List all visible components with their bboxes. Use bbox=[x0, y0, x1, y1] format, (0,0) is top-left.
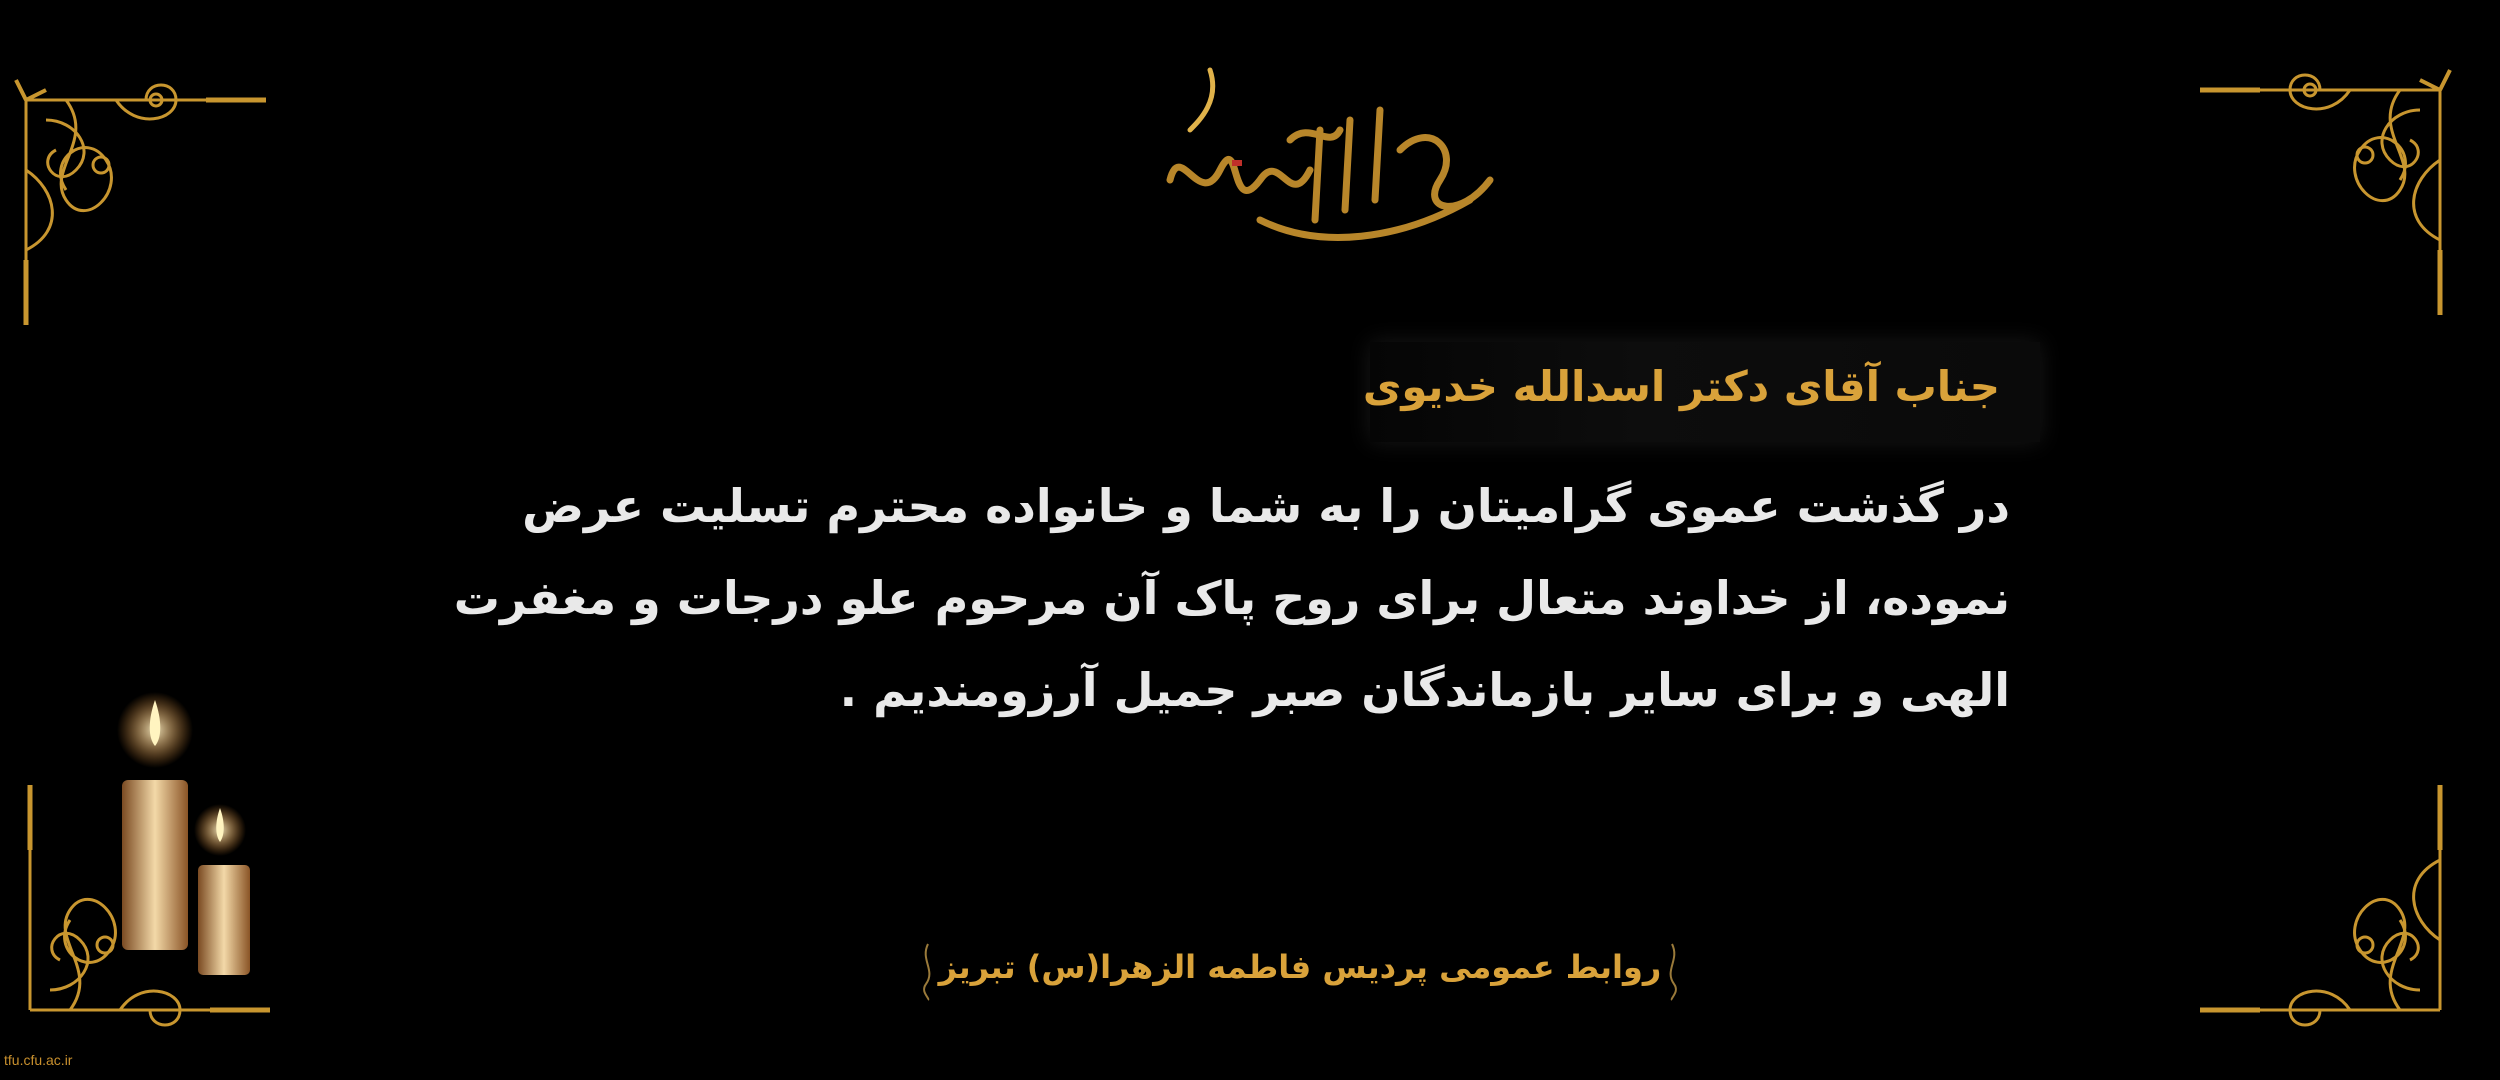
calligraphy-emblem bbox=[1140, 60, 1520, 260]
footer-signature-frame bbox=[920, 940, 1680, 1002]
message-line: نموده، از خداوند متعال برای روح پاک آن مرحوم علو درجات و مغفرت bbox=[453, 571, 2010, 625]
addressee-title: جناب آقای دکتر اسدالله خدیوی bbox=[1362, 362, 2000, 411]
corner-ornament-bottom-right bbox=[2190, 780, 2460, 1050]
corner-ornament-top-left bbox=[6, 60, 276, 330]
site-watermark: tfu.cfu.ac.ir bbox=[4, 1052, 73, 1068]
footer-signature: روابط عمومی پردیس فاطمه الزهرا(س) تبریز bbox=[938, 948, 1662, 986]
corner-ornament-top-right bbox=[2190, 50, 2460, 320]
message-line: الهی و برای سایر بازماندگان صبر جمیل آرزومندیم . bbox=[839, 663, 2010, 717]
condolence-message bbox=[380, 460, 2010, 736]
message-line: در گذشت عموی گرامیتان را به شما و خانواده محترم تسلیت عرض bbox=[522, 479, 2010, 533]
candles-image bbox=[100, 690, 270, 980]
